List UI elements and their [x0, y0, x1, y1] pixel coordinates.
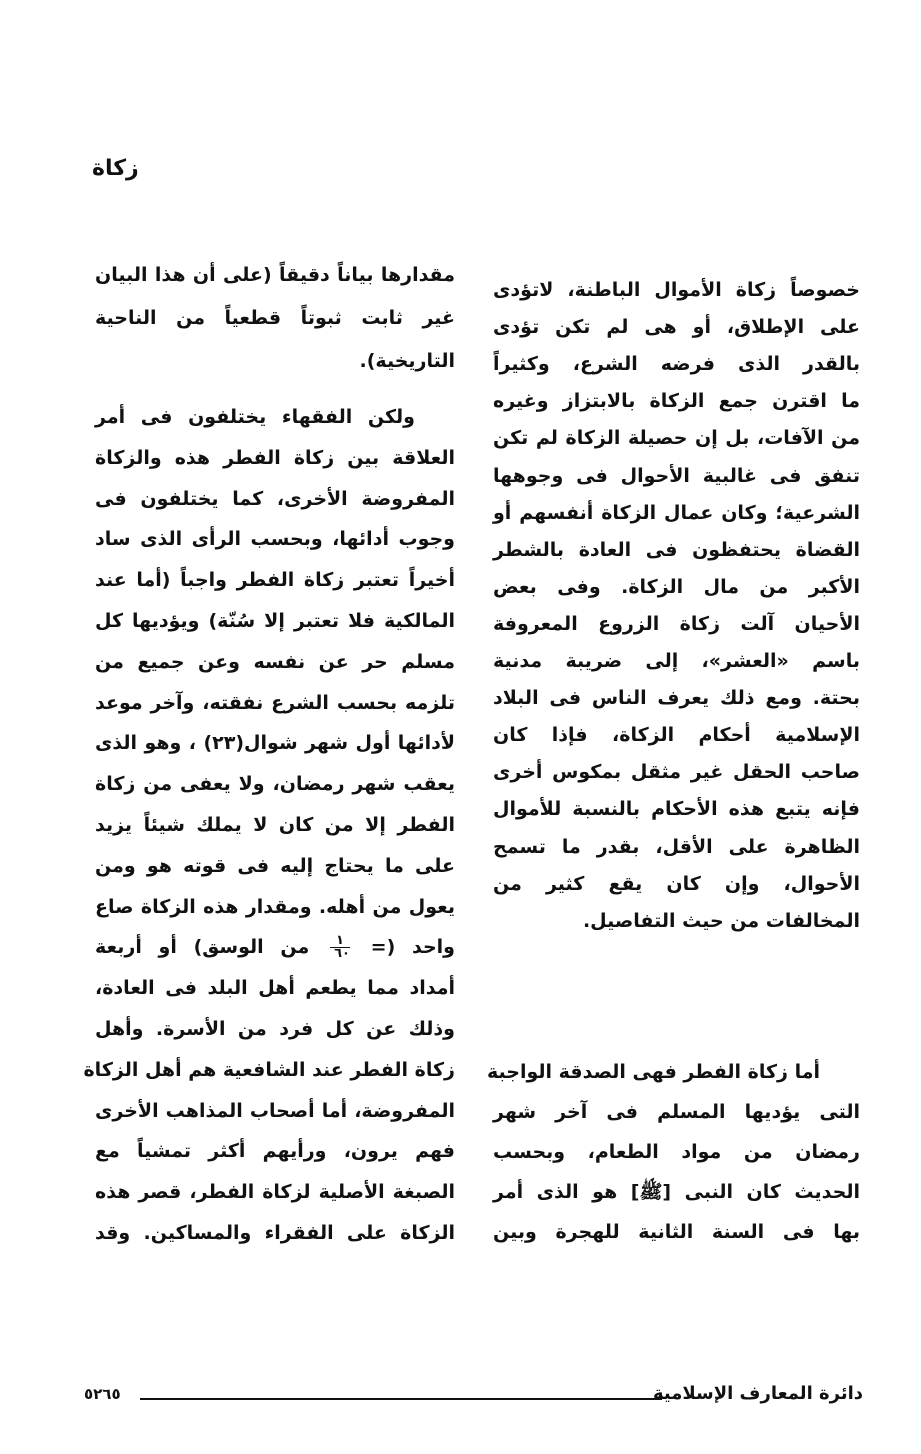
- text-line: يعول من أهله. ومقدار هذه الزكاة صاع: [95, 895, 455, 918]
- fraction-before: واحد (=: [370, 936, 455, 959]
- text-line: وذلك عن كل فرد من الأسرة. وأهل: [95, 1018, 455, 1040]
- text-line: تنفق فى غالبية الأحوال فى وجوهها: [493, 464, 860, 487]
- text-line: أما زكاة الفطر فهى الصدقة الواجبة: [486, 1061, 820, 1083]
- text-line: غير ثابت ثبوتاً قطعياً من الناحية: [95, 307, 455, 329]
- text-line: المفروضة الأخرى، كما يختلفون فى: [95, 487, 455, 510]
- text-line: صاحب الحقل غير مثقل بمكوس أخرى: [493, 761, 860, 784]
- text-line: خصوصاً زكاة الأموال الباطنة، لاتؤدى: [493, 279, 860, 301]
- text-line: الحديث كان النبى [ﷺ] هو الذى أمر: [493, 1181, 860, 1203]
- text-line: تلزمه بحسب الشرع نفقته، وآخر موعد: [95, 691, 455, 714]
- text-line: العلاقة بين زكاة الفطر هذه والزكاة: [95, 446, 455, 469]
- text-line: أمداد مما يطعم أهل البلد فى العادة،: [95, 977, 455, 1000]
- text-line: بها فى السنة الثانية للهجرة وبين: [493, 1221, 860, 1243]
- text-line: من الآفات، بل إن حصيلة الزكاة لم تكن: [493, 427, 860, 450]
- text-line: ما اقترن جمع الزكاة بالابتزاز وغيره: [493, 390, 860, 413]
- text-line: لأدائها أول شهر شوال(٢٣) ، وهو الذى: [95, 732, 455, 755]
- text-line: الشرعية؛ وكان عمال الزكاة أنفسهم أو: [493, 501, 860, 524]
- fraction-numerator: ١: [330, 935, 350, 948]
- text-line: وجوب أدائها، وبحسب الرأى الذى ساد: [95, 528, 455, 551]
- footer-rule: [140, 1398, 662, 1400]
- text-line: الإسلامية أحكام الزكاة، فإذا كان: [493, 724, 860, 747]
- text-line: الأكبر من مال الزكاة. وفى بعض: [493, 575, 860, 598]
- text-line: بالقدر الذى فرضه الشرع، وكثيراً: [493, 353, 860, 376]
- text-line: زكاة الفطر عند الشافعية هم أهل الزكاة: [83, 1058, 455, 1081]
- text-line: القضاة يحتفظون فى العادة بالشطر: [493, 538, 860, 561]
- text-line: الظاهرة على الأقل، بقدر ما تسمح: [493, 835, 860, 858]
- footer-publication-title: دائرة المعارف الإسلامية: [652, 1383, 863, 1404]
- text-line: الفطر إلا من كان لا يملك شيئاً يزيد: [95, 814, 455, 836]
- text-line: مسلم حر عن نفسه وعن جميع من: [95, 650, 455, 673]
- text-line: التاريخية).: [359, 350, 455, 372]
- text-line: باسم «العشر»، إلى ضريبة مدنية: [493, 650, 860, 672]
- text-line-with-fraction: [95, 934, 455, 960]
- text-line: الزكاة على الفقراء والمساكين. وقد: [95, 1222, 455, 1244]
- text-line: بحتة. ومع ذلك يعرف الناس فى البلاد: [493, 687, 860, 710]
- page-number: ٥٢٦٥: [84, 1385, 121, 1403]
- text-line: المفروضة، أما أصحاب المذاهب الأخرى: [95, 1099, 455, 1122]
- text-line: الأحيان آلت زكاة الزروع المعروفة: [493, 612, 860, 635]
- text-line: فإنه يتبع هذه الأحكام بالنسبة للأموال: [493, 798, 860, 821]
- text-line: المالكية فلا تعتبر إلا سُنّة) ويؤديها كل: [95, 610, 455, 632]
- text-line: ولكن الفقهاء يختلفون فى أمر: [95, 406, 415, 428]
- text-line: فهم يرون، ورأيهم أكثر تمشياً مع: [95, 1140, 455, 1163]
- fraction: [330, 935, 350, 960]
- text-line: رمضان من مواد الطعام، وبحسب: [493, 1141, 860, 1163]
- fraction-after: من الوسق) أو أربعة: [95, 936, 310, 959]
- fraction-denominator: ٦٠: [334, 946, 350, 962]
- text-line: على الإطلاق، أو هى لم تكن تؤدى: [493, 316, 860, 339]
- running-header: زكاة: [92, 156, 139, 181]
- text-line: على ما يحتاج إليه فى قوته هو ومن: [95, 854, 455, 877]
- text-line: يعقب شهر رمضان، ولا يعفى من زكاة: [95, 773, 455, 796]
- text-line: أخيراً تعتبر زكاة الفطر واجباً (أما عند: [95, 569, 455, 592]
- text-line: المخالفات من حيث التفاصيل.: [582, 909, 860, 932]
- text-line: التى يؤديها المسلم فى آخر شهر: [493, 1101, 860, 1123]
- text-line: الأحوال، وإن كان يقع كثير من: [493, 872, 860, 895]
- text-line: الصبغة الأصلية لزكاة الفطر، قصر هذه: [95, 1181, 455, 1204]
- text-line: مقدارها بياناً دقيقاً (على أن هذا البيان: [95, 264, 455, 286]
